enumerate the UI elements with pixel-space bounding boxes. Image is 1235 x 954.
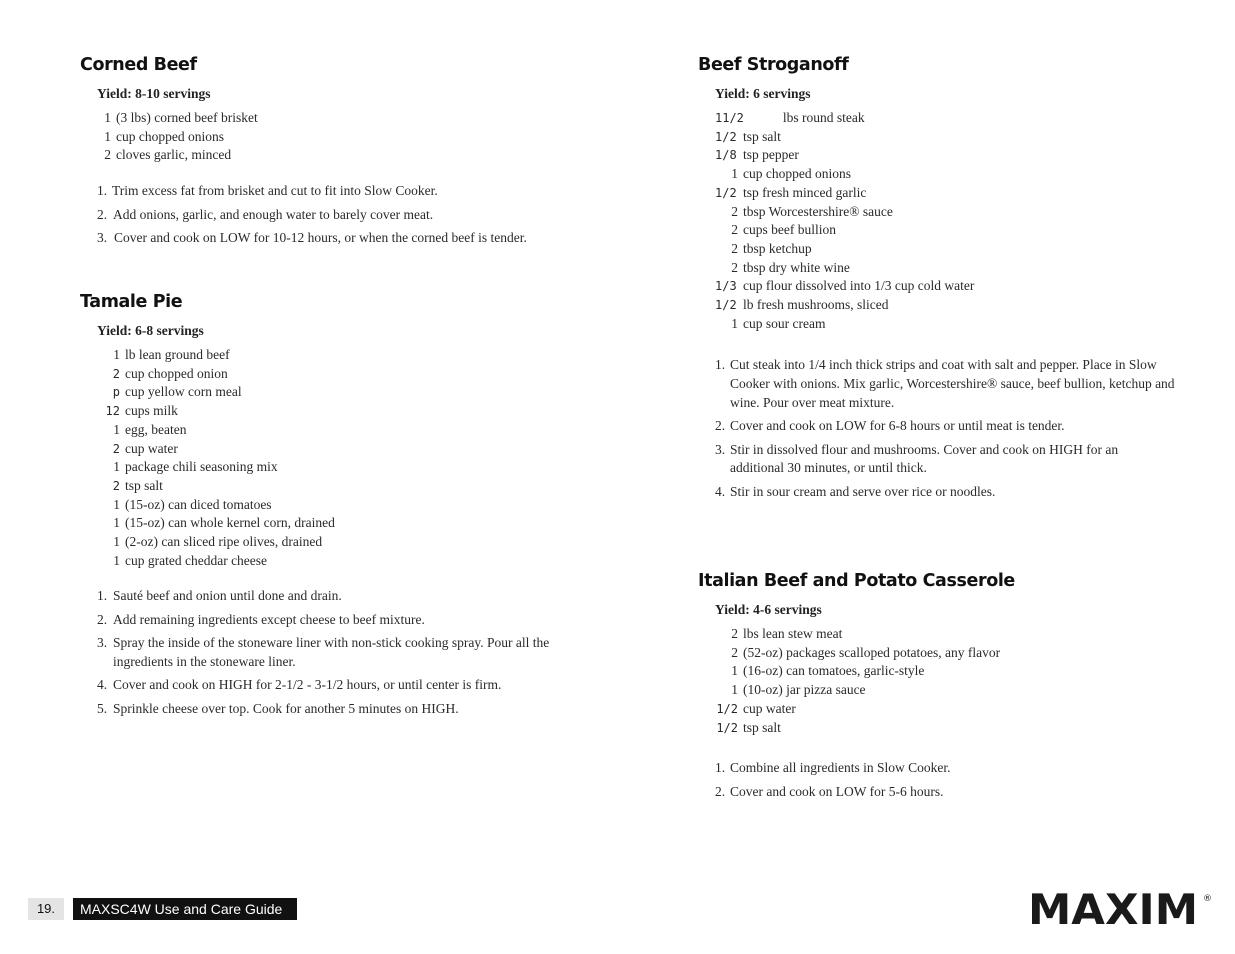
ingredient-list — [97, 346, 557, 570]
step-list — [97, 587, 557, 718]
recipe-yield: Yield: 6 servings — [715, 86, 811, 101]
recipe-tamale-pie — [80, 291, 557, 723]
ingredient-item: 1/2 lb fresh mushrooms, sliced — [715, 297, 889, 313]
logo-wordmark: MAXIM — [1028, 885, 1198, 934]
ingredient-item: 1/2 tsp salt — [716, 719, 781, 735]
step-item: 1. Trim excess fat from brisket and cut to fit into Slow Cooker. — [97, 183, 438, 199]
ingredient-item: 1/2 tsp fresh minced garlic — [715, 184, 867, 200]
ingredient-list — [97, 109, 567, 165]
step-item: 1. Sauté beef and onion until done and drain. — [97, 588, 342, 604]
ingredient-item: 1 cup chopped onions — [104, 128, 224, 144]
ingredient-item: 1/2 cup water — [716, 700, 796, 716]
recipe-yield: Yield: 8-10 servings — [97, 86, 211, 101]
ingredient-item: 1 cup sour cream — [731, 315, 826, 331]
ingredient-item: 2 lbs lean stew meat — [731, 626, 843, 641]
maxim-logo — [1027, 885, 1212, 934]
step-list — [715, 759, 1175, 801]
ingredient-item: 1 package chili seasoning mix — [113, 459, 278, 475]
recipe-yield: Yield: 6-8 servings — [97, 323, 204, 338]
ingredient-list — [715, 625, 1175, 737]
ingredient-item: 1 (15-oz) can whole kernel corn, drained — [113, 515, 335, 531]
ingredient-item: 1 (3 lbs) corned beef brisket — [104, 110, 258, 125]
step-item: 2. Cover and cook on LOW for 6-8 hours or until meat is tender. — [715, 418, 1065, 434]
recipe-title: Tamale Pie — [80, 292, 183, 312]
recipe-title: Italian Beef and Potato Casserole — [698, 571, 1015, 591]
ingredient-item: 1/8 tsp pepper — [715, 147, 799, 163]
ingredient-item: 2 cloves garlic, minced — [104, 147, 232, 163]
ingredient-item: p cup yellow corn meal — [112, 384, 242, 400]
page-number: 19. — [28, 898, 64, 920]
step-item: 4. Stir in sour cream and serve over rice or noodles. — [715, 483, 996, 499]
ingredient-item: 1/2 tsp salt — [715, 128, 781, 144]
step-item: 3. Stir in dissolved flour and mushrooms. Cover and cook on HIGH for an additional 30 minutes, or until thick. — [715, 441, 1119, 476]
ingredient-item: 2 tbsp ketchup — [731, 240, 812, 256]
step-list — [97, 182, 567, 247]
step-item: 2. Cover and cook on LOW for 5-6 hours. — [715, 783, 944, 799]
step-item: 5. Sprinkle cheese over top. Cook for another 5 minutes on HIGH. — [97, 700, 459, 716]
ingredient-item: 1 egg, beaten — [113, 421, 187, 437]
ingredient-item: 2 (52-oz) packages scalloped potatoes, any flavor — [731, 644, 1001, 660]
ingredient-item: 1 (15-oz) can diced tomatoes — [113, 496, 272, 512]
recipe-title: Corned Beef — [80, 55, 197, 75]
ingredient-item: 1 cup grated cheddar cheese — [113, 552, 268, 568]
step-item: 2. Add remaining ingredients except cheese to beef mixture. — [97, 611, 425, 627]
recipe-title: Beef Stroganoff — [698, 55, 849, 75]
recipe-beef-stroganoff — [698, 54, 1175, 506]
step-item: 2. Add onions, garlic, and enough water to barely cover meat. — [97, 206, 434, 222]
guide-title: MAXSC4W Use and Care Guide — [73, 898, 297, 920]
step-list — [715, 356, 1175, 501]
step-item: 1. Cut steak into 1/4 inch thick strips and coat with salt and pepper. Place in Slow Cooker with onions. Mix garlic, Worcestershire® sauce, beef bullion, ketchup and wine. Pour over meat mixture. — [715, 357, 1175, 410]
ingredient-item: 1 lb lean ground beef — [113, 347, 230, 362]
ingredient-item: 2 cup water — [112, 440, 178, 456]
ingredient-item: 11/2 lbs round steak — [715, 110, 865, 125]
ingredient-item: 2 tbsp Worcestershire® sauce — [731, 203, 893, 219]
recipe-yield: Yield: 4-6 servings — [715, 602, 822, 617]
ingredient-item: 1 (16-oz) can tomatoes, garlic-style — [731, 663, 925, 679]
ingredient-item: 1 (2-oz) can sliced ripe olives, drained — [113, 534, 323, 550]
ingredient-item: 12 cups milk — [105, 403, 178, 419]
ingredient-item: 2 tbsp dry white wine — [731, 259, 850, 275]
ingredient-item: 2 tsp salt — [112, 477, 163, 493]
recipe-corned-beef — [80, 54, 567, 252]
recipe-italian-beef-potato-casserole — [698, 570, 1175, 806]
step-item: 3. Spray the inside of the stoneware liner with non-stick cooking spray. Pour all the ingredients in the stoneware liner. — [97, 635, 550, 669]
step-item: 3. Cover and cook on LOW for 10-12 hours, or when the corned beef is tender. — [97, 229, 527, 245]
ingredient-item: 1 (10-oz) jar pizza sauce — [731, 682, 866, 698]
step-item: 1. Combine all ingredients in Slow Cooker. — [715, 760, 951, 776]
ingredient-item: 1/3 cup flour dissolved into 1/3 cup cold water — [715, 278, 975, 294]
registered-mark: ® — [1203, 894, 1212, 904]
ingredient-item: 2 cup chopped onion — [112, 365, 228, 381]
ingredient-item: 1 cup chopped onions — [731, 166, 851, 182]
step-item: 4. Cover and cook on HIGH for 2-1/2 - 3-1/2 hours, or until center is firm. — [97, 677, 502, 693]
ingredient-list — [715, 109, 1175, 333]
ingredient-item: 2 cups beef bullion — [731, 222, 836, 238]
